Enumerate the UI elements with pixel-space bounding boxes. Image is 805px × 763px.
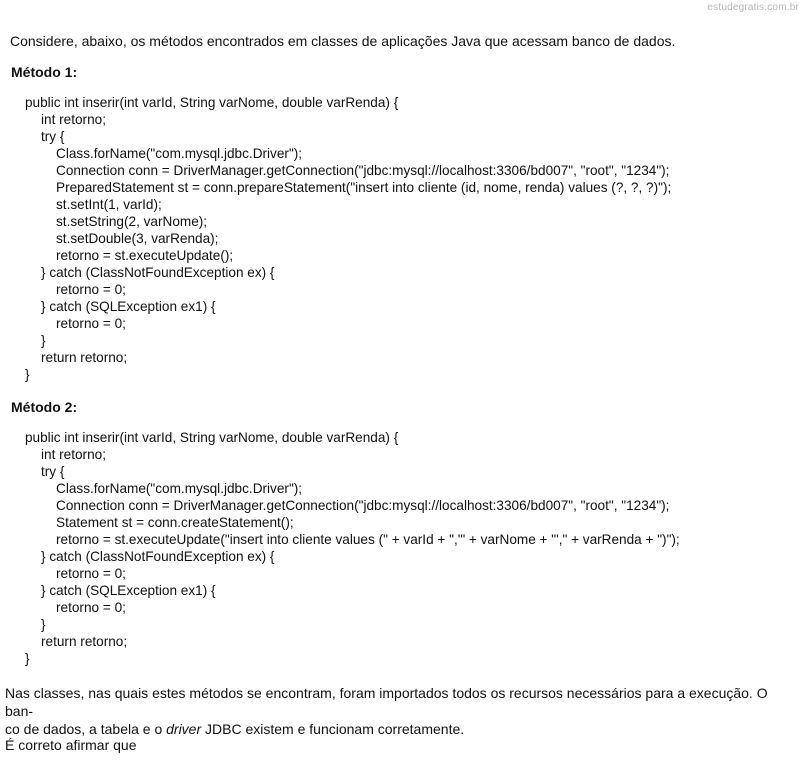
code-line: } (41, 617, 46, 632)
code-line: PreparedStatement st = conn.prepareStatement("insert into cliente (id, nome, renda) values (?, ?, ?)"); (56, 180, 672, 195)
code-line: retorno = 0; (56, 566, 126, 581)
intro-text: Considere, abaixo, os métodos encontrados em classes de aplicações Java que acessam banco de dados. (10, 33, 676, 49)
code-line: return retorno; (41, 634, 128, 649)
code-line: retorno = 0; (56, 316, 126, 331)
code-line: return retorno; (41, 350, 128, 365)
metodo2-heading: Método 2: (11, 399, 78, 415)
outro-line-1: Nas classes, nas quais estes métodos se encontram, foram importados todos os recursos necessários para a execução. O ban- (5, 685, 768, 719)
code-line: int retorno; (41, 447, 106, 462)
code-line: try { (41, 464, 65, 479)
code-line: } (25, 367, 30, 382)
code-line: } catch (SQLException ex1) { (41, 583, 216, 598)
question-text: É correto afirmar que (5, 737, 137, 753)
code-line: public int inserir(int varId, String varNome, double varRenda) { (25, 430, 399, 445)
code-line: try { (41, 129, 65, 144)
code-line: } catch (ClassNotFoundException ex) { (41, 265, 275, 280)
code-line: Connection conn = DriverManager.getConnection("jdbc:mysql://localhost:3306/bd007", "root", "1234"); (56, 163, 670, 178)
code-line: public int inserir(int varId, String varNome, double varRenda) { (25, 95, 399, 110)
outro-paragraph (5, 684, 795, 738)
code-line: retorno = st.executeUpdate("insert into cliente values (" + varId + ",'" + varNome + "'," + varRenda + ")"); (56, 532, 680, 547)
code-line: Class.forName("com.mysql.jdbc.Driver"); (56, 481, 303, 496)
code-line: st.setDouble(3, varRenda); (56, 231, 219, 246)
watermark: estudegratis.com.br (707, 2, 799, 13)
outro-driver-italic: driver (166, 721, 202, 737)
outro-line-2-after: JDBC existem e funcionam corretamente. (201, 721, 465, 737)
code-line: } (41, 333, 46, 348)
code-line: } catch (SQLException ex1) { (41, 299, 216, 314)
code-line: retorno = st.executeUpdate(); (56, 248, 234, 263)
code-line: retorno = 0; (56, 600, 126, 615)
code-line: } (25, 651, 30, 666)
code-line: retorno = 0; (56, 282, 126, 297)
code-line: st.setInt(1, varId); (56, 197, 162, 212)
outro-line-2-before: co de dados, a tabela e o (5, 721, 167, 737)
code-line: st.setString(2, varNome); (56, 214, 208, 229)
code-line: Statement st = conn.createStatement(); (56, 515, 294, 530)
code-line: Class.forName("com.mysql.jdbc.Driver"); (56, 146, 303, 161)
code-line: } catch (ClassNotFoundException ex) { (41, 549, 275, 564)
code-line: Connection conn = DriverManager.getConnection("jdbc:mysql://localhost:3306/bd007", "root", "1234"); (56, 498, 670, 513)
metodo1-heading: Método 1: (11, 64, 78, 80)
code-line: int retorno; (41, 112, 106, 127)
